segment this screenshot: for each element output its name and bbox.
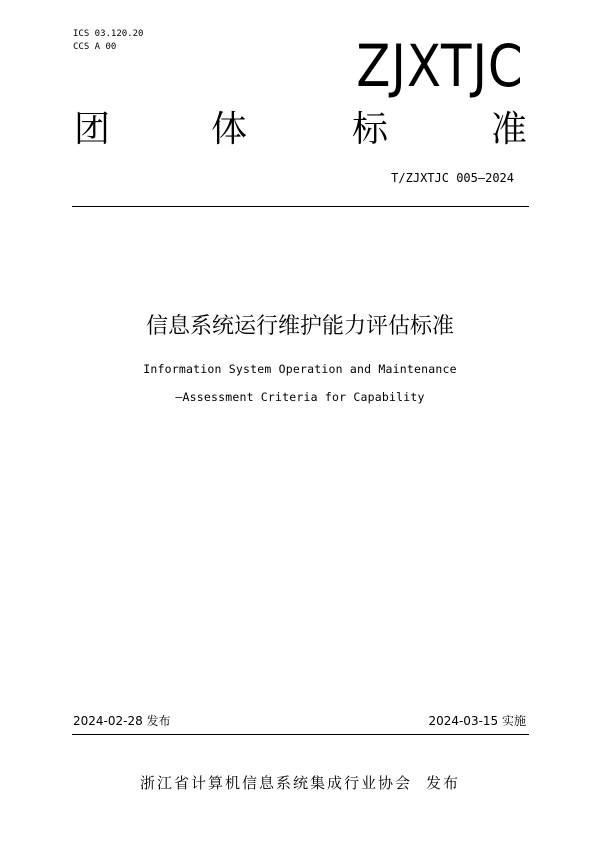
ccs-code: CCS A 00 xyxy=(73,42,117,52)
association-logo: ZJXTJC xyxy=(356,32,524,100)
classification-codes xyxy=(73,28,143,54)
standard-type-heading xyxy=(0,108,600,152)
effective-date: 2024-03-15 实施 xyxy=(428,714,526,728)
standard-type-char: 团 xyxy=(74,109,111,150)
top-divider xyxy=(72,206,529,207)
standard-code: T/ZJXTJC 005—2024 xyxy=(391,171,514,185)
title-english-line2: —Assessment Criteria for Capability xyxy=(175,390,425,404)
standard-type-char: 准 xyxy=(491,109,528,150)
standard-type-char: 标 xyxy=(352,109,389,150)
issuer-name: 浙江省计算机信息系统集成行业协会 xyxy=(139,774,412,792)
title-chinese: 信息系统运行维护能力评估标准 xyxy=(145,314,454,339)
title-english-line1: Information System Operation and Maintenance xyxy=(143,362,457,376)
standard-type-char: 体 xyxy=(211,109,248,150)
publish-date: 2024-02-28 发布 xyxy=(73,714,171,728)
bottom-divider xyxy=(72,734,529,735)
issuer-line xyxy=(0,772,600,793)
issuer-action: 发布 xyxy=(426,774,461,792)
ics-code: ICS 03.120.20 xyxy=(73,29,144,39)
